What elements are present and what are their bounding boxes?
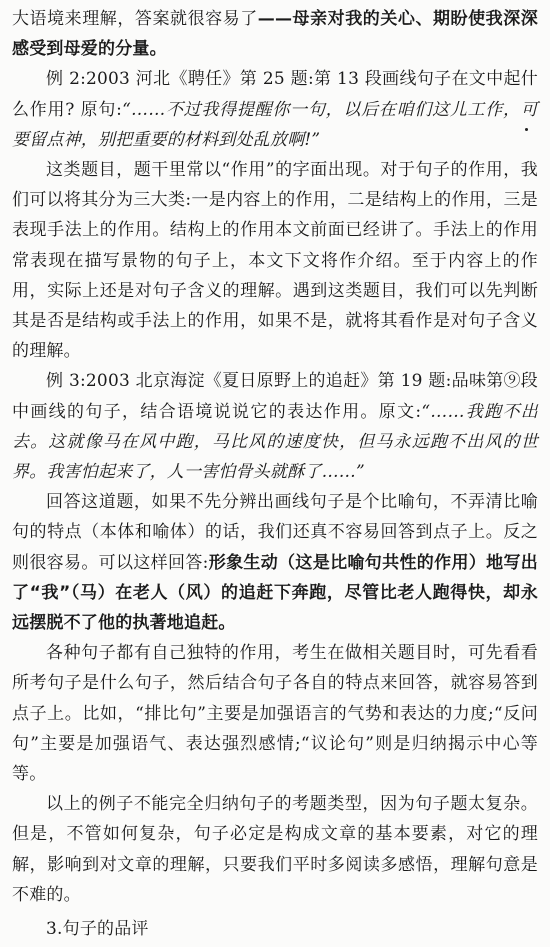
example-2-quote: “……不过我得提醒你一句，以后在咱们这儿工作，可要留点神，别把重要的材料到处乱放啊!” (12, 99, 538, 150)
paragraph-conclusion (12, 4, 538, 64)
conclusion-lead: 大语境来理解，答案就很容易了 (12, 9, 258, 29)
paragraph-example-2 (12, 64, 538, 155)
answer-bold: 形象生动（这是比喻句共性的作用）地写出了“我”（马）在老人（风）的追赶下奔跑，尽管比老人跑得快，却永远摆脱不了他的执著地追赶。 (12, 552, 538, 634)
paragraph-example-3 (12, 366, 538, 487)
paragraph-answer (12, 487, 538, 638)
conclusion-answer: ——母亲对我的关心、期盼使我深深感受到母爱的分量。 (12, 9, 538, 60)
answer-lead: 回答这道题，如果不先分辨出画线句子是个比喻句，不弄清比喻句的特点（本体和喻体）的话，我们还真不容易回答到点子上。反之则很容易。可以这样回答: (12, 492, 538, 573)
paragraph-function-types: 这类题目，题干里常以“作用”的字面出现。对于句子的作用，我们可以将其分为三大类:一是内容上的作用，二是结构上的作用，三是表现手法上的作用。结构上的作用本文前面已经讲了。手法上的作用常表现在描写景物的句子上，本文下文将作介绍。至于内容上的作用，实际上还是对句子含义的理解。遇到这类题目，我们可以先判断其是否是结构或手法上的作用，如果不是，就将其看作是对句子含义的理解。 (12, 160, 538, 362)
example-3-quote: “……我跑不出去。这就像马在风中跑，马比风的速度快，但马永远跑不出风的世界。我害怕起来了，人一害怕骨头就酥了……” (12, 401, 539, 483)
section-heading: 3.句子的品评 (46, 919, 149, 940)
example-2-label: 例 2:2003 河北《聘任》第 25 题:第 13 段画线句子在文中起什么作用? 原句: (12, 69, 538, 120)
stray-dot-mark (525, 128, 528, 131)
paragraph-sentence-types: 各种句子都有自己独特的作用，考生在做相关题目时，可先看看所考句子是什么句子，然后结合句子各自的特点来回答，就容易答到点子上。比如，“排比句”主要是加强语言的气势和表达的力度;“反问句”主要是加强语气、表达强烈感情;“议论句”则是归纳揭示中心等等。 (12, 643, 538, 785)
paragraph-summary: 以上的例子不能完全归纳句子的考题类型，因为句子题太复杂。但是，不管如何复杂，句子必定是构成文章的基本要素，对它的理解，影响到对文章的理解，只要我们平时多阅读多感悟，理解句意是不难的。 (12, 794, 538, 905)
example-3-label: 例 3:2003 北京海淀《夏日原野上的追赶》第 19 题:品味第⑨段中画线的句子，结合语境说说它的表达作用。原文: (12, 371, 538, 422)
